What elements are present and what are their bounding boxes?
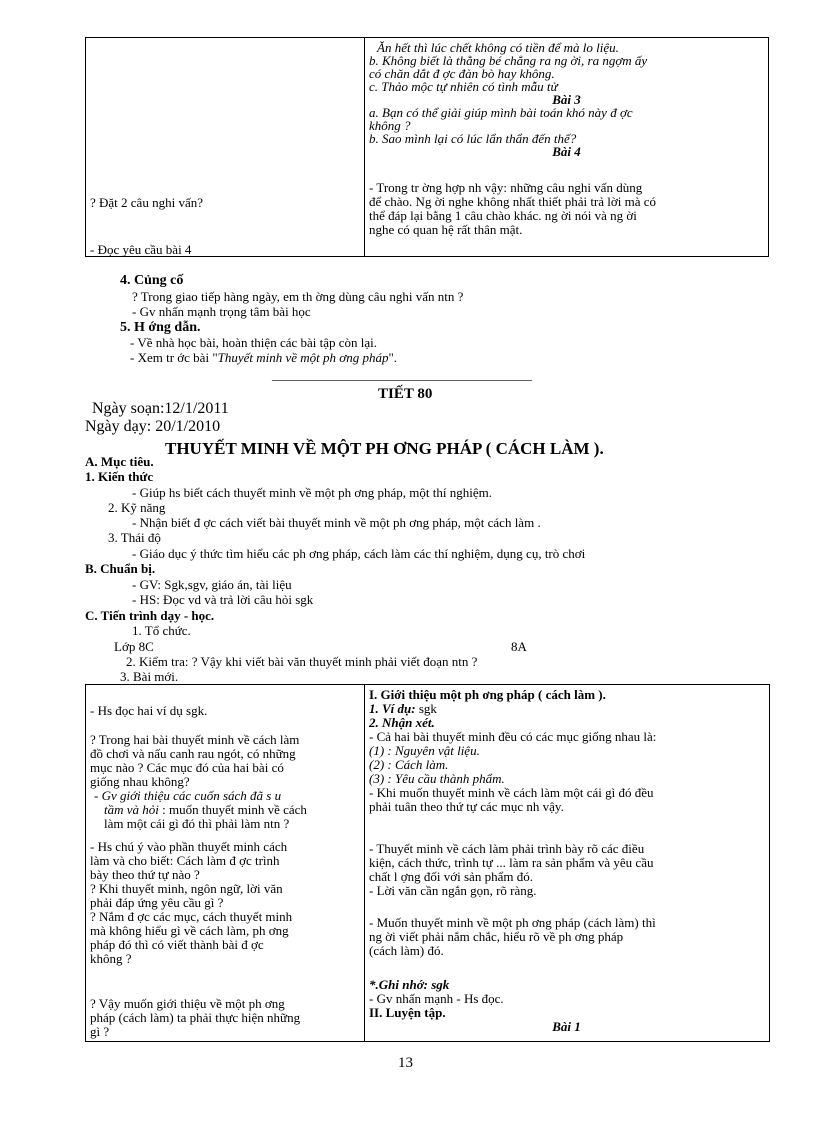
lesson-number: TIẾT 80	[378, 386, 433, 402]
top-table	[85, 37, 769, 257]
lesson-table-right-cell	[369, 688, 656, 814]
question-line: không ?	[90, 951, 132, 966]
knowledge-heading: 1. Kiến thức	[85, 469, 154, 484]
section-b-heading: B. Chuẩn bị.	[85, 561, 156, 576]
student-prep: - HS: Đọc vd và trả lời câu hỏi sgk	[132, 592, 314, 607]
answer-line: - Trong tr ờng hợp nh vậy: những câu nghi vấn dùng	[369, 180, 643, 195]
prep-date: Ngày soạn:12/1/2011	[92, 400, 229, 417]
exercise-line: b. Sao mình lại có lúc lẩn thẩn đến thế?	[369, 131, 577, 146]
note-line: - Lời văn cần ngắn gọn, rõ ràng.	[369, 883, 537, 898]
instruction-text: - Đọc yêu cầu bài 4	[90, 242, 192, 257]
section-c-heading: C. Tiến trình dạy - học.	[85, 608, 215, 623]
note-line: - Thuyết minh về cách làm phải trình bày rõ các điều	[369, 841, 645, 856]
list-item: (2) : Cách làm.	[369, 757, 449, 772]
separator-line: ________________________________________	[272, 367, 532, 382]
activity-text: - Hs đọc hai ví dụ sgk.	[90, 703, 208, 718]
exercise-line: a. Bạn có thể giải giúp mình bài toán khó này đ ợc	[369, 105, 633, 120]
skills-heading: 2. Kỹ năng	[108, 500, 166, 515]
huong-dan-line-2: - Xem tr ớc bài "Thuyết minh về một ph ơng pháp".	[130, 350, 398, 365]
answer-line: thể đáp lại bằng 1 câu chào khác. ng ời nói và ng ời	[369, 208, 637, 223]
teacher-line: làm một cái gì đó thì phải làm ntn ?	[104, 816, 290, 831]
exercise-1-heading: Bài 1	[552, 1019, 581, 1034]
list-item: (1) : Nguyên vật liệu.	[369, 743, 480, 758]
cung-co-question: ? Trong giao tiếp hàng ngày, em th ờng dùng câu nghi vấn ntn ?	[132, 289, 464, 304]
remember-note: *.Ghi nhớ: sgk	[369, 977, 450, 992]
example-line: b. Không biết là thằng bé chẳng ra ng ời, ra ngợm ấy	[369, 53, 648, 68]
note-line: kiện, cách thức, trình tự ... làm ra sản phẩm và yêu cầu	[369, 855, 654, 870]
huong-dan-line-1: - Về nhà học bài, hoàn thiện các bài tập còn lại.	[130, 335, 378, 350]
class-label-2: 8A	[511, 639, 527, 654]
list-item: (3) : Yêu cầu thành phẩm.	[369, 771, 505, 786]
teacher-prep: - GV: Sgk,sgv, giáo án, tài liệu	[132, 577, 292, 592]
question-line: giống nhau không?	[90, 774, 190, 789]
section-a-heading: A. Mục tiêu.	[85, 454, 154, 469]
activity-line: làm và cho biết: Cách làm đ ợc trình	[90, 853, 280, 868]
page-title: THUYẾT MINH VỀ MỘT PH ƠNG PHÁP ( CÁCH LÀM ).	[165, 439, 604, 458]
question-line: ? Vậy muốn giới thiệu về một ph ơng	[90, 996, 285, 1011]
lesson-table-left-cell	[90, 704, 360, 718]
note-line: ng ời viết phải nắm chắc, hiểu rõ về ph ơng pháp	[369, 929, 624, 944]
lesson-table	[85, 684, 770, 1042]
question-line: pháp (cách làm) ta phải thực hiện những	[90, 1010, 301, 1025]
example-line: có chăn dắt đ ợc đàn bò hay không.	[369, 66, 555, 81]
page-number: 13	[398, 1055, 413, 1071]
check-question: 2. Kiểm tra: ? Vậy khi viết bài văn thuyết minh phải viết đoạn ntn ?	[126, 654, 478, 669]
section-ii-heading: II. Luyện tập.	[369, 1005, 446, 1020]
question-line: mà không hiểu gì về cách làm, ph ơng	[90, 923, 289, 938]
note-line: (cách làm) đó.	[369, 943, 444, 958]
teach-date: Ngày dạy: 20/1/2010	[85, 418, 221, 435]
observation-text: - Cả hai bài thuyết minh đều có các mục giống nhau là:	[369, 729, 657, 744]
note-line: - Muốn thuyết minh về một ph ơng pháp (cách làm) thì	[369, 915, 656, 930]
note-line: phải tuân theo thứ tự các mục nh vậy.	[369, 799, 564, 814]
top-table-left-cell	[90, 196, 203, 210]
teacher-note: - Gv nhấn mạnh - Hs đọc.	[369, 991, 504, 1006]
question-line: pháp đó thì có viết thành bài đ ợc	[90, 937, 264, 952]
organization-text: 1. Tổ chức.	[132, 623, 191, 638]
question-line: ? Nắm đ ợc các mục, cách thuyết minh	[90, 909, 293, 924]
question-line: ? Khi thuyết minh, ngôn ngữ, lời văn	[90, 881, 283, 896]
note-line: - Khi muốn thuyết minh về cách làm một cái gì đó đều	[369, 785, 654, 800]
answer-line: để chào. Ng ời nghe không nhất thiết phải trả lời mà có	[369, 194, 657, 209]
example-line: c. Thảo mộc tự nhiên có tình mẫu tử	[369, 79, 558, 94]
exercise-heading-3: Bài 3	[552, 92, 581, 107]
observation-heading: 2. Nhận xét.	[369, 715, 435, 730]
question-line: đồ chơi và nấu canh rau ngót, có những	[90, 746, 296, 761]
example-line: Ăn hết thì lúc chết không có tiền để mà lo liệu.	[377, 40, 619, 55]
note-line: chất l ợng đối với sản phẩm đó.	[369, 869, 533, 884]
exercise-line: không ?	[369, 118, 411, 133]
question-text: ? Đặt 2 câu nghi vấn?	[90, 195, 203, 210]
teacher-line: tầm và hỏi : muốn thuyết minh về cách	[104, 802, 307, 817]
knowledge-text: - Giúp hs biết cách thuyết minh về một ph ơng pháp, một thí nghiệm.	[132, 485, 492, 500]
question-line: mục nào ? Các mục đó của hai bài có	[90, 760, 284, 775]
cung-co-note: - Gv nhấn mạnh trọng tâm bài học	[132, 304, 311, 319]
example-label: 1. Ví dụ: sgk	[369, 701, 437, 716]
question-line: phải đáp ứng yêu cầu gì ?	[90, 895, 224, 910]
huong-dan-heading: 5. H ớng dẫn.	[120, 320, 201, 335]
section-i-heading: I. Giới thiệu một ph ơng pháp ( cách làm ).	[369, 687, 606, 702]
activity-line: - Hs chú ý vào phần thuyết minh cách	[90, 839, 288, 854]
attitude-heading: 3. Thái độ	[108, 530, 161, 545]
answer-line: nghe có quan hệ rất thân mật.	[369, 222, 523, 237]
new-lesson: 3. Bài mới.	[120, 669, 179, 684]
exercise-heading-4: Bài 4	[552, 144, 581, 159]
attitude-text: - Giáo dục ý thức tìm hiểu các ph ơng pháp, cách làm các thí nghiệm, dụng cụ, trò chơi	[132, 546, 586, 561]
class-label: Lớp 8C	[114, 639, 154, 654]
top-table-right-cell	[369, 41, 764, 158]
skills-text: - Nhận biết đ ợc cách viết bài thuyết minh về một ph ơng pháp, một cách làm .	[132, 515, 541, 530]
question-line: gì ?	[90, 1024, 110, 1039]
question-line: ? Trong hai bài thuyết minh về cách làm	[90, 732, 300, 747]
cung-co-heading: 4. Củng cố	[120, 273, 184, 288]
activity-line: bày theo thứ tự nào ?	[90, 867, 200, 882]
teacher-line: - Gv giới thiệu các cuốn sách đã s u	[94, 788, 282, 803]
